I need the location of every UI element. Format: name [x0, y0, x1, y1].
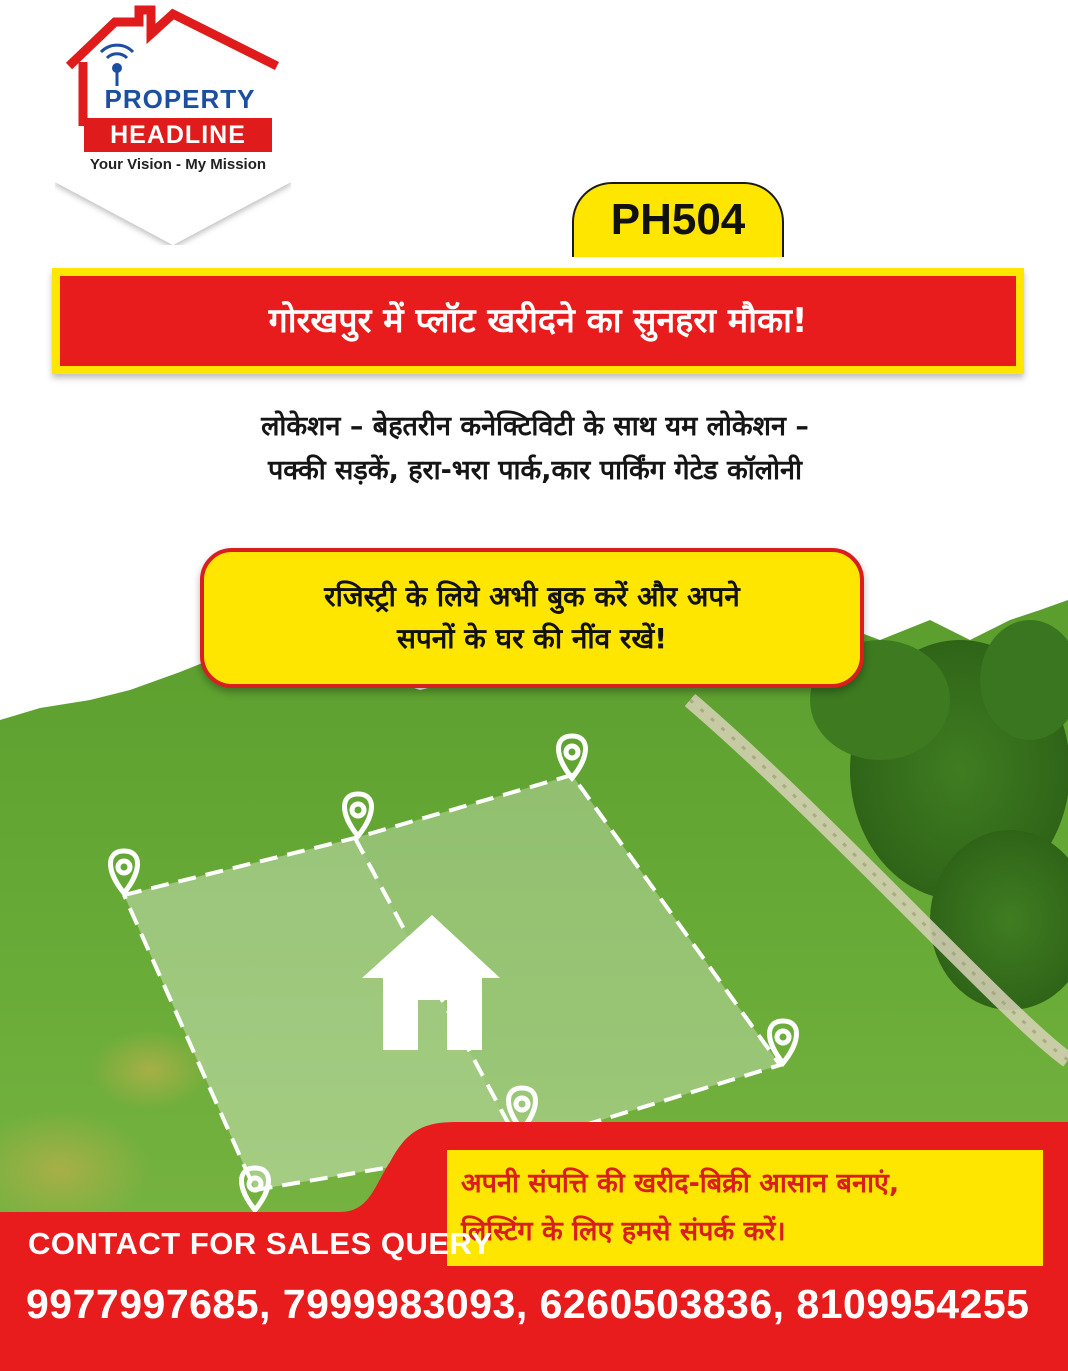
headline-banner [52, 268, 1024, 374]
headline-text: गोरखपुर में प्लॉट खरीदने का सुनहरा मौका! [60, 276, 1016, 366]
brand-tagline: Your Vision - My Mission [89, 156, 267, 173]
brand-name-top: PROPERTY [104, 84, 256, 114]
features-text [40, 405, 1030, 493]
listing-promo-box [447, 1150, 1043, 1266]
listing-code: PH504 [572, 182, 784, 257]
features-line-1: लोकेशन – बेहतरीन कनेक्टिविटी के साथ यम लोकेशन – [261, 411, 809, 442]
contact-label: CONTACT FOR SALES QUERY [28, 1226, 493, 1261]
booking-callout [200, 548, 864, 688]
brand-name-bottom: HEADLINE [84, 118, 272, 152]
promo-line-1: अपनी संपत्ति की खरीद-बिक्री आसान बनाएं, [461, 1168, 900, 1199]
promo-line-2: लिस्टिंग के लिए हमसे संपर्क करें। [461, 1216, 786, 1247]
features-line-2: पक्की सड़कें, हरा-भरा पार्क,कार पार्किंग गेटेड कॉलोनी [267, 455, 803, 486]
phone-numbers[interactable]: 9977997685, 7999983093, 6260503836, 8109954255 [26, 1281, 1030, 1327]
booking-line-2: सपनों के घर की नींव रखें! [396, 622, 668, 655]
booking-line-1: रजिस्ट्री के लिये अभी बुक करें और अपने [324, 580, 740, 613]
